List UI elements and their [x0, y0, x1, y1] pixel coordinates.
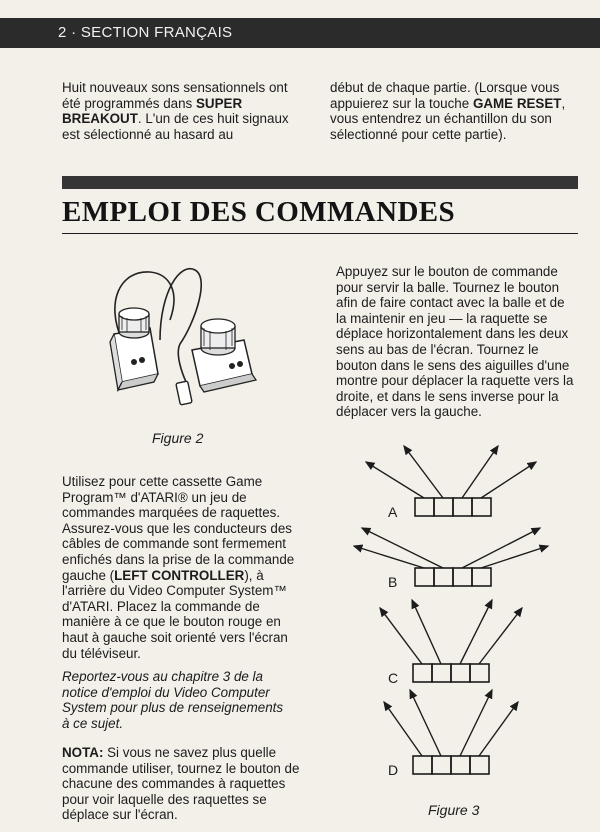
figure-2-caption: Figure 2 [152, 430, 204, 446]
deflection-row-c [380, 600, 522, 682]
nota-label: NOTA: [62, 745, 104, 760]
deflection-row-d [384, 690, 518, 774]
diagram-label-d: D [388, 762, 399, 778]
diagram-label-c: C [388, 670, 399, 686]
right-column-paragraph: Appuyez sur le bouton de commande pour servir la balle. Tournez le bouton afin de faire contact avec la balle et de la maintenir en jeu — la raquette se déplace horizontalement dans les deux sens au bas de l'écran. Tournez le bouton dans le sens des aiguilles d'une montre pour déplacer la raquette vers la droite, et dans le sens inverse pour la déplacer vers la gauche. [336, 264, 574, 420]
deflection-row-b [354, 528, 548, 586]
intro-left-paragraph [62, 80, 308, 142]
diagram-label-b: B [388, 574, 398, 590]
intro-left-text-1: Huit nouveaux sons sensationnels ont été programmés dans [62, 80, 288, 111]
left-controller-label: LEFT CONTROLLER [114, 567, 245, 583]
left-column-paragraph-2: Reportez-vous au chapitre 3 de la notice d'emploi du Video Computer System pour plus de renseignements à ce sujet. [62, 669, 284, 731]
intro-left-bold: SUPER BREAKOUT [62, 95, 243, 127]
left-para1-text-2: ), à l'arrière du Video Computer System™ d'ATARI. Placez la commande de manière à ce que le bouton rouge en haut à gauche soit orienté vers l'écran du téléviseur. [62, 567, 288, 661]
intro-right-text-1: début de chaque partie. (Lorsque vous appuierez sur la touche [330, 80, 560, 111]
intro-right-bold: GAME RESET [472, 95, 562, 111]
left-para1-text-1: Utilisez pour cette cassette Game Program™ d'ATARI® un jeu de commandes marquées de raquettes. Assurez-vous que les conducteurs des câbles de commande sont fermement enfichés dans la prise de la commande gauche ( [62, 474, 295, 583]
paddle-deflection-diagram [340, 440, 560, 780]
intro-right-paragraph [330, 80, 574, 142]
section-divider-bar [62, 176, 578, 189]
figure-3-caption: Figure 3 [428, 802, 480, 818]
intro-right-text-2: , vous entendrez un échantillon du son sélectionné pour cette partie). [330, 95, 566, 142]
diagram-label-a: A [388, 504, 398, 520]
section-header-label: 2 · SECTION FRANÇAIS [58, 24, 233, 41]
left-column-paragraph-1 [62, 474, 302, 661]
nota-paragraph [62, 745, 302, 823]
section-title: EMPLOI DES COMMANDES [62, 196, 578, 234]
intro-left-text-2: . L'un de ces huit signaux est sélectionné au hasard au [62, 111, 289, 142]
nota-text: Si vous ne savez plus quelle commande utiliser, tournez le bouton de chacune des commandes à raquettes pour voir laquelle des raquettes se déplace sur l'écran. [62, 745, 300, 823]
paddle-controllers-illustration [100, 262, 270, 412]
